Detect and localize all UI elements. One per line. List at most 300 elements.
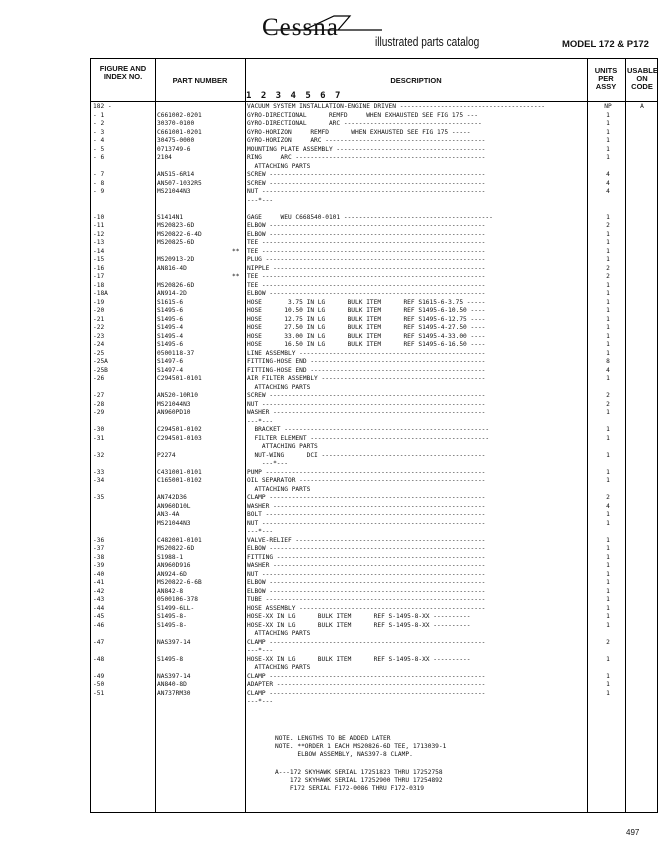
row-part-number: AN960PD10	[157, 409, 191, 416]
table-row	[91, 664, 657, 672]
row-description: MOUNTING PLATE ASSEMBLY ----------------------------------------	[247, 145, 486, 153]
row-description: HOSE 33.00 IN LG BULK ITEM REF S1495-4-33.00 ----	[247, 332, 486, 340]
row-units: 1	[606, 230, 610, 238]
table-row	[91, 282, 657, 290]
row-part-number: C294501-0102	[157, 426, 202, 433]
row-part-number: AN515-6R14	[157, 171, 195, 178]
row-units: 4	[606, 171, 610, 178]
row-part-number: S1495-4	[157, 324, 184, 331]
model-label: MODEL 172 & P172	[562, 39, 649, 50]
row-footnote-mark: **	[232, 247, 240, 255]
row-description: TEE ------------------------------------------------------------	[247, 239, 486, 246]
row-description: LINE ASSEMBLY --------------------------------------------------	[247, 349, 486, 357]
row-description: PLUG -----------------------------------------------------------	[247, 256, 486, 263]
page-header	[0, 0, 672, 60]
row-units: 1	[606, 409, 610, 416]
table-row	[91, 418, 657, 426]
row-part-number: MS20822-6-4D	[157, 230, 202, 238]
row-units: 1	[606, 120, 610, 127]
row-units: 1	[606, 247, 610, 255]
row-units: 1	[606, 111, 610, 119]
row-part-number: MS20822-6-6B	[157, 579, 202, 586]
row-units: 2	[606, 264, 610, 272]
row-description: HOSE 12.75 IN LG BULK ITEM REF S1495-6-12.75 ----	[247, 315, 486, 323]
row-figure-index: -25	[93, 349, 105, 357]
table-row	[91, 188, 657, 196]
row-units: 1	[606, 137, 610, 144]
row-description: NUT ------------------------------------------------------------	[247, 400, 486, 408]
row-part-number: AN816-4D	[157, 264, 187, 272]
row-part-number: MS20826-6D	[157, 281, 195, 289]
col-header-description: DESCRIPTION	[390, 76, 442, 85]
table-row	[91, 375, 657, 383]
table-row	[91, 222, 657, 230]
row-part-number: AN507-1032R5	[157, 179, 202, 187]
row-units: 1	[606, 570, 610, 578]
row-footnote-mark: **	[232, 273, 240, 280]
table-row	[91, 129, 657, 137]
row-part-number: S1495-4	[157, 332, 184, 340]
table-row	[91, 520, 657, 528]
table-row	[91, 392, 657, 400]
row-units: 1	[606, 332, 610, 340]
row-description: HOSE-XX IN LG BULK ITEM REF S-1495-8-XX ----------	[247, 655, 471, 663]
row-units: 1	[606, 341, 610, 348]
row-units: 1	[606, 477, 610, 484]
table-row	[91, 299, 657, 307]
row-description: ELBOW ----------------------------------------------------------	[247, 545, 486, 552]
row-units: 1	[606, 553, 610, 561]
row-figure-index: -43	[93, 596, 105, 603]
row-description: HOSE 10.50 IN LG BULK ITEM REF S1495-6-10.50 ----	[247, 307, 486, 314]
row-units: 1	[606, 349, 610, 357]
row-figure-index: -17	[93, 273, 105, 280]
row-figure-index: -25A	[93, 358, 108, 365]
row-part-number: S1988-1	[157, 553, 184, 561]
table-row	[91, 112, 657, 120]
row-description: ADAPTER --------------------------------------------------------	[247, 681, 486, 688]
row-description: ELBOW ----------------------------------------------------------	[247, 587, 486, 595]
row-description: ---*---	[247, 528, 274, 535]
row-description: ---*---	[247, 647, 274, 654]
row-units: 1	[606, 145, 610, 153]
row-figure-index: -21	[93, 315, 105, 323]
row-units: 1	[606, 281, 610, 289]
row-units: 4	[606, 502, 610, 510]
row-figure-index: -25B	[93, 366, 108, 374]
row-part-number: MS21044N3	[157, 400, 191, 408]
row-description: SCREW ----------------------------------------------------------	[247, 171, 486, 178]
page-number: 497	[626, 828, 640, 837]
row-description: BRACKET -------------------------------------------------------	[247, 426, 490, 433]
indent-digits: 1 2 3 4 5 6 7	[246, 91, 343, 101]
row-description: ---*---	[247, 196, 274, 204]
note-order: NOTE. **ORDER 1 EACH MS20826-6D TEE, 1713039-1	[275, 743, 447, 750]
row-part-number: C482001-0101	[157, 536, 202, 544]
row-part-number: S1495-8	[157, 655, 184, 663]
row-units: 1	[606, 689, 610, 697]
row-units: 2	[606, 222, 610, 229]
row-part-number: S1495-6	[157, 307, 184, 314]
row-units: 1	[606, 315, 610, 323]
table-row	[91, 443, 657, 451]
row-description: WASHER ---------------------------------------------------------	[247, 409, 486, 416]
row-description: ATTACHING PARTS	[247, 162, 311, 170]
table-row	[91, 358, 657, 366]
row-figure-index: -13	[93, 239, 105, 246]
row-description: NIPPLE ---------------------------------------------------------	[247, 264, 486, 272]
row-description: RING ARC ---------------------------------------------------	[247, 154, 486, 161]
row-units: 1	[606, 621, 610, 629]
row-units: 1	[606, 256, 610, 263]
table-row	[91, 554, 657, 562]
table-row	[91, 137, 657, 145]
row-usable-code: A	[640, 103, 644, 110]
row-figure-index: - 7	[93, 171, 105, 178]
row-figure-index: - 6	[93, 154, 105, 161]
row-units: 1	[606, 562, 610, 569]
table-row	[91, 103, 657, 111]
row-part-number: AN520-10R10	[157, 392, 198, 399]
row-figure-index: - 4	[93, 137, 105, 144]
row-description: TEE ------------------------------------------------------------	[247, 281, 486, 289]
table-row	[91, 486, 657, 494]
table-row	[91, 409, 657, 417]
header-divider	[91, 101, 657, 102]
row-figure-index: -34	[93, 477, 105, 484]
row-figure-index: -30	[93, 426, 105, 433]
row-description: CLAMP ----------------------------------------------------------	[247, 689, 486, 697]
row-part-number: AN3-4A	[157, 511, 180, 518]
table-row	[91, 163, 657, 171]
code-a-line1: A---172 SKYHAWK SERIAL 17251823 THRU 17252758	[275, 769, 443, 776]
note-lengths: NOTE. LENGTHS TO BE ADDED LATER	[275, 735, 391, 742]
row-description: BOLT -----------------------------------------------------------	[247, 511, 486, 518]
table-row	[91, 673, 657, 681]
row-part-number: 30370-0100	[157, 120, 195, 127]
row-figure-index: -10	[93, 213, 105, 221]
table-row	[91, 528, 657, 536]
row-units: 8	[606, 358, 610, 365]
row-units: 2	[606, 400, 610, 408]
row-figure-index: -50	[93, 681, 105, 688]
row-part-number: C431001-0101	[157, 468, 202, 476]
row-part-number: AN914-2D	[157, 290, 187, 297]
table-row	[91, 503, 657, 511]
table-row	[91, 426, 657, 434]
row-figure-index: -23	[93, 332, 105, 340]
row-figure-index: -46	[93, 621, 105, 629]
table-row	[91, 511, 657, 519]
row-figure-index: -14	[93, 247, 105, 255]
table-row	[91, 248, 657, 256]
row-figure-index: -22	[93, 324, 105, 331]
row-units: 1	[606, 511, 610, 518]
row-part-number: C661002-0201	[157, 111, 202, 119]
row-units: 1	[606, 307, 610, 314]
table-row	[91, 171, 657, 179]
row-figure-index: -32	[93, 451, 105, 459]
row-description: SCREW ----------------------------------------------------------	[247, 392, 486, 399]
row-figure-index: -31	[93, 434, 105, 442]
row-description: TEE ------------------------------------------------------------	[247, 273, 486, 280]
table-row	[91, 630, 657, 638]
row-description: ATTACHING PARTS	[247, 664, 311, 671]
row-description: NUT ------------------------------------------------------------	[247, 188, 486, 195]
row-description: GYRO-HORIZON ARC -------------------------------------------	[247, 137, 486, 144]
table-row	[91, 579, 657, 587]
row-figure-index: - 2	[93, 120, 105, 127]
table-row	[91, 596, 657, 604]
row-description: OIL SEPARATOR --------------------------------------------------	[247, 477, 486, 484]
row-units: 1	[606, 672, 610, 680]
table-row	[91, 231, 657, 239]
table-row	[91, 341, 657, 349]
table-row	[91, 545, 657, 553]
row-part-number: AN924-6D	[157, 570, 187, 578]
row-description: HOSE 16.50 IN LG BULK ITEM REF S1495-6-16.50 ----	[247, 341, 486, 348]
row-part-number: C294501-0101	[157, 375, 202, 382]
row-units: 1	[606, 298, 610, 306]
row-figure-index: -18A	[93, 290, 108, 297]
row-description: CLAMP ----------------------------------------------------------	[247, 638, 486, 646]
row-description: NUT ------------------------------------------------------------	[247, 570, 486, 578]
col-header-figure: FIGURE AND INDEX NO.	[99, 64, 147, 81]
row-part-number: MS20913-2D	[157, 256, 195, 263]
row-units: 2	[606, 273, 610, 280]
table-row	[91, 307, 657, 315]
row-units: 4	[606, 366, 610, 374]
table-row	[91, 452, 657, 460]
row-description: FILTER ELEMENT ------------------------------------------------	[247, 434, 490, 442]
row-description: FITTING --------------------------------------------------------	[247, 553, 486, 561]
row-part-number: MS20822-6D	[157, 545, 195, 552]
row-part-number: 0500106-378	[157, 596, 198, 603]
col-header-part-number: PART NUMBER	[172, 76, 228, 85]
table-row	[91, 146, 657, 154]
row-units: 1	[606, 468, 610, 476]
table-row	[91, 154, 657, 162]
row-description: WASHER ---------------------------------------------------------	[247, 502, 486, 510]
row-description: ---*---	[247, 460, 288, 467]
row-figure-index: - 1	[93, 111, 105, 119]
row-part-number: S1414N1	[157, 213, 184, 221]
row-part-number: C294501-0103	[157, 434, 202, 442]
row-figure-index: -33	[93, 468, 105, 476]
row-part-number: S1497-6	[157, 358, 184, 365]
row-figure-index: -26	[93, 375, 105, 382]
row-part-number: C165001-0102	[157, 477, 202, 484]
row-part-number: MS21044N3	[157, 519, 191, 527]
row-description: TEE ------------------------------------------------------------	[247, 247, 486, 255]
row-figure-index: -24	[93, 341, 105, 348]
code-a-line2: 172 SKYHAWK SERIAL 17252900 THRU 17254892	[275, 777, 443, 784]
row-part-number: C661001-0201	[157, 128, 202, 136]
row-description: ATTACHING PARTS	[247, 383, 311, 391]
row-description: VACUUM SYSTEM INSTALLATION-ENGINE DRIVEN ---------------------------------------	[247, 103, 546, 110]
table-row	[91, 681, 657, 689]
table-row	[91, 562, 657, 570]
table-row	[91, 435, 657, 443]
table-row	[91, 384, 657, 392]
row-part-number: AN960D10L	[157, 502, 191, 510]
row-figure-index: -48	[93, 655, 105, 663]
row-units: 1	[606, 239, 610, 246]
row-figure-index: -12	[93, 230, 105, 238]
row-part-number: AN960D916	[157, 562, 191, 569]
table-row	[91, 647, 657, 655]
table-row	[91, 588, 657, 596]
table-row	[91, 622, 657, 630]
table-row	[91, 205, 657, 213]
row-description: CLAMP ----------------------------------------------------------	[247, 672, 486, 680]
row-part-number: P2274	[157, 451, 176, 459]
row-units: 1	[606, 596, 610, 603]
row-figure-index: -40	[93, 570, 105, 578]
row-description: WASHER ---------------------------------------------------------	[247, 562, 486, 569]
row-part-number: 2104	[157, 154, 172, 161]
row-figure-index: - 8	[93, 179, 105, 187]
row-description: ELBOW ----------------------------------------------------------	[247, 579, 486, 586]
row-part-number: S1495-8-	[157, 613, 187, 620]
table-row	[91, 571, 657, 579]
table-row	[91, 494, 657, 502]
row-description: HOSE 3.75 IN LG BULK ITEM REF S1615-6-3.75 -----	[247, 298, 486, 306]
row-part-number: NAS397-14	[157, 638, 191, 646]
table-row	[91, 197, 657, 205]
row-description: ELBOW ----------------------------------------------------------	[247, 230, 486, 238]
row-units: 1	[606, 375, 610, 382]
row-figure-index: -44	[93, 604, 105, 612]
row-part-number: S1495-8-	[157, 621, 187, 629]
row-description: ATTACHING PARTS	[247, 630, 311, 637]
row-figure-index: -35	[93, 494, 105, 501]
row-description: FITTING-HOSE END -----------------------------------------------	[247, 358, 486, 365]
table-row	[91, 256, 657, 264]
table-row	[91, 460, 657, 468]
row-units: 4	[606, 179, 610, 187]
row-units: 1	[606, 545, 610, 552]
table-row	[91, 180, 657, 188]
row-description: HOSE ASSEMBLY --------------------------------------------------	[247, 604, 486, 612]
row-description: CLAMP ----------------------------------------------------------	[247, 494, 486, 501]
row-figure-index: -38	[93, 553, 105, 561]
row-units: 2	[606, 494, 610, 501]
row-units: 1	[606, 154, 610, 161]
brand-text: Cessna	[262, 14, 339, 41]
row-part-number: S1499-6LL-	[157, 604, 195, 612]
table-row	[91, 469, 657, 477]
row-figure-index: - 5	[93, 145, 105, 153]
row-units: NP	[604, 103, 612, 110]
row-description: TUBE -----------------------------------------------------------	[247, 596, 486, 603]
row-description: GYRO-DIRECTIONAL REMFD WHEN EXHAUSTED SEE FIG 175 ---	[247, 111, 478, 119]
row-part-number: S1495-6	[157, 341, 184, 348]
table-row	[91, 316, 657, 324]
row-part-number: MS21044N3	[157, 188, 191, 195]
row-units: 1	[606, 613, 610, 620]
row-part-number: NAS397-14	[157, 672, 191, 680]
row-description: HOSE 27.50 IN LG BULK ITEM REF S1495-4-27.50 ----	[247, 324, 486, 331]
row-description: ELBOW ----------------------------------------------------------	[247, 222, 486, 229]
row-units: 4	[606, 188, 610, 195]
row-units: 2	[606, 638, 610, 646]
row-description: ---*---	[247, 698, 274, 705]
table-row	[91, 350, 657, 358]
row-description: NUT-WING DCI --------------------------------------------	[247, 451, 486, 459]
row-description: AIR FILTER ASSEMBLY --------------------------------------------	[247, 375, 486, 382]
row-figure-index: -11	[93, 222, 105, 229]
row-units: 1	[606, 434, 610, 442]
row-part-number: MS20823-6D	[157, 222, 195, 229]
table-row	[91, 324, 657, 332]
row-units: 1	[606, 587, 610, 595]
row-description: GYRO-DIRECTIONAL ARC -------------------------------------	[247, 120, 482, 127]
row-description: PUMP -----------------------------------------------------------	[247, 468, 486, 476]
row-description: GAGE WEU C668540-0101 ----------------------------------------	[247, 213, 493, 221]
table-row	[91, 639, 657, 647]
row-figure-index: -47	[93, 638, 105, 646]
table-row	[91, 265, 657, 273]
row-part-number: 0713749-6	[157, 145, 191, 153]
row-figure-index: -16	[93, 264, 105, 272]
table-row	[91, 290, 657, 298]
row-description: HOSE-XX IN LG BULK ITEM REF S-1495-8-XX ----------	[247, 613, 471, 620]
row-figure-index: -20	[93, 307, 105, 314]
row-description: ATTACHING PARTS	[247, 485, 311, 493]
col-header-units: UNITS PER ASSY	[594, 66, 618, 91]
table-row	[91, 537, 657, 545]
row-units: 1	[606, 536, 610, 544]
row-units: 1	[606, 128, 610, 136]
row-description: ---*---	[247, 417, 274, 425]
row-units: 1	[606, 579, 610, 586]
row-units: 1	[606, 519, 610, 527]
row-part-number: 0500118-37	[157, 349, 195, 357]
table-row	[91, 690, 657, 698]
table-row	[91, 656, 657, 664]
table-row	[91, 273, 657, 281]
row-description: ATTACHING PARTS	[247, 443, 318, 450]
row-description: FITTING-HOSE END -----------------------------------------------	[247, 366, 486, 374]
row-figure-index: -27	[93, 392, 105, 399]
row-figure-index: -42	[93, 587, 105, 595]
row-figure-index: 182 -	[93, 103, 112, 110]
row-figure-index: -18	[93, 281, 105, 289]
row-part-number: AN737RM30	[157, 689, 191, 697]
row-figure-index: -51	[93, 689, 105, 697]
row-description: NUT ------------------------------------------------------------	[247, 519, 486, 527]
row-figure-index: -37	[93, 545, 105, 552]
table-row	[91, 239, 657, 247]
row-part-number: S1495-6	[157, 315, 184, 323]
row-description: GYRO-HORIZON REMFD WHEN EXHAUSTED SEE FIG 175 -----	[247, 128, 471, 136]
row-figure-index: -49	[93, 672, 105, 680]
table-row	[91, 477, 657, 485]
table-row	[91, 214, 657, 222]
row-description: ELBOW ----------------------------------------------------------	[247, 290, 486, 297]
table-row	[91, 613, 657, 621]
table-row	[91, 367, 657, 375]
col-header-usable: USABLE ON CODE	[627, 66, 658, 91]
table-row	[91, 605, 657, 613]
parts-table	[90, 58, 658, 813]
cessna-logo	[262, 8, 339, 41]
table-row	[91, 333, 657, 341]
row-figure-index: -39	[93, 562, 105, 569]
row-figure-index: -45	[93, 613, 105, 620]
row-units: 2	[606, 392, 610, 399]
